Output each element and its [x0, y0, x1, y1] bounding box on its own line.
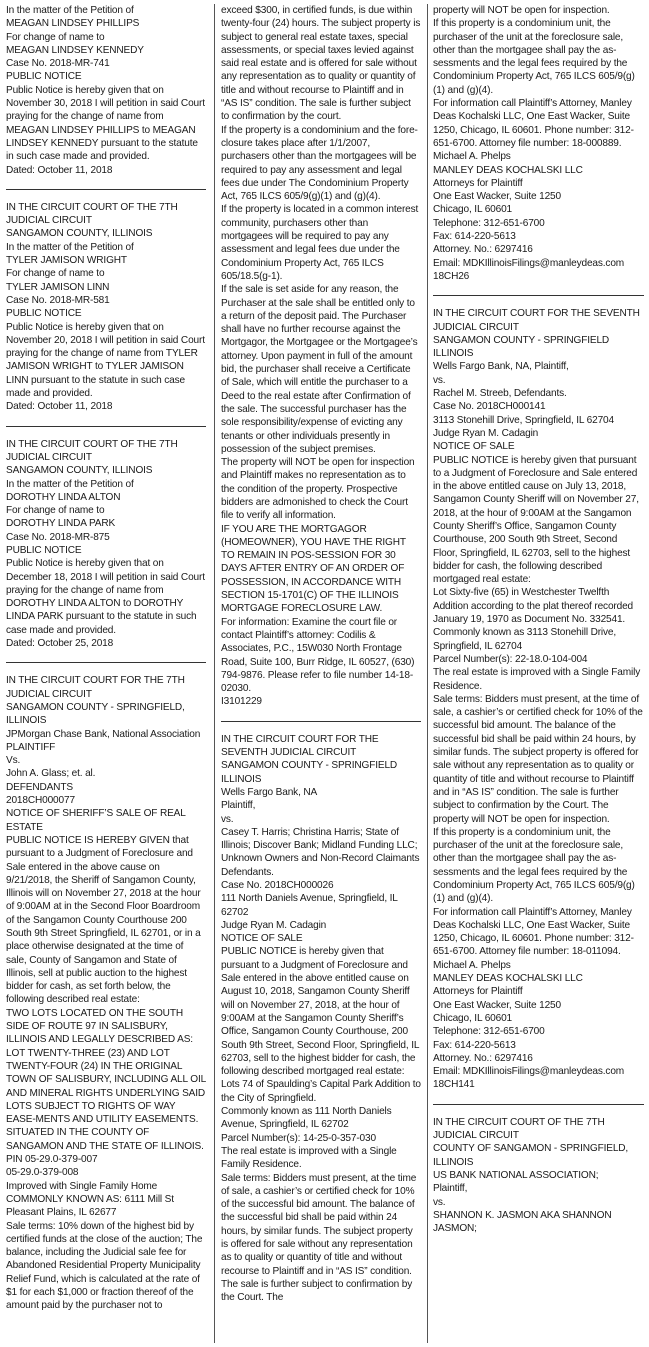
notice-separator [433, 1104, 644, 1105]
notice-line: DOROTHY LINDA ALTON [6, 491, 121, 503]
notice-line: 18CH141 [433, 1079, 475, 1091]
notice-wright [6, 201, 206, 414]
notice-line: One East Wacker, Suite 1250 [433, 999, 561, 1011]
notice-line: I3101229 [221, 696, 262, 708]
notice-line: Lot Sixty-five (65) in Westchester Twelfth Addition according to the plat thereof recorded January 19, 1970 as Document No. 332541. Commonly known as 3113 Stonehill Drive, Springfield, IL 62704 [433, 587, 634, 652]
notice-harris-cont [433, 4, 644, 283]
notice-line: Plaintiff, [433, 1183, 468, 1195]
notice-line: If the sale is set aside for any reason, the Purchaser at the sale shall be entitled only to a return of the deposit paid. The Purchaser shall have no further recourse against the Mortgagor, the Mortgagee or the Mortgagee’s attorney. Upon payment in full of the amount bid, the purchaser shall receive a Certificate of Sale, which will entitle the purchaser to a Deed to the real estate after Confirmation of the sale. The successful purchaser has the sole responsibility/expense of evicting any tenants or other individuals presently in possession of the subject premises. [221, 284, 418, 455]
notice-line: Fax: 614-220-5613 [433, 1039, 516, 1051]
notice-line: If this property is a condominium unit, the purchaser of the unit at the foreclosure sale, other than the mortgagee shall pay the as-sessments and the legal fees required by the Condominium Property Act, 765 ILCS 605/9(g)(1) and (g)(4). [433, 18, 635, 96]
notice-alton [6, 438, 206, 651]
notice-line: Dated: October 25, 2018 [6, 638, 114, 650]
notice-harris [221, 733, 421, 1305]
notice-line: vs. [433, 374, 446, 386]
notice-line: vs. [221, 813, 234, 825]
notice-line: Judge Ryan M. Cadagin [221, 919, 327, 931]
column-divider [214, 4, 215, 1343]
notice-line: MEAGAN LINDSEY PHILLIPS [6, 18, 140, 30]
notice-line: Parcel Number(s): 14-25-0-357-030 [221, 1132, 376, 1144]
notice-line: property will NOT be open for inspection. [433, 5, 610, 16]
notice-line: 2018CH000077 [6, 795, 75, 807]
notice-line: IN THE CIRCUIT COURT FOR THE SEVENTH JUDICIAL CIRCUIT [433, 308, 640, 333]
notice-line: PUBLIC NOTICE [6, 544, 82, 556]
notice-line: TWO LOTS LOCATED ON THE SOUTH SIDE OF ROUTE 97 IN SALISBURY, ILLINOIS AND LEGALLY DESCRIBED AS: LOT TWENTY-THREE (23) AND LOT TWENTY-FOUR (24) IN THE ORIGINAL TOWN OF SALISBURY, INCLUDING ALL OIL AND MINERAL RIGHTS UNDERLYING SAID LOTS SUBJECT TO RIGHTS OF WAY EASE-MENTS AND UTILITY EASEMENTS. SITUATED IN THE COUNTY OF SANGAMON AND THE STATE OF ILLINOIS. [6, 1007, 206, 1152]
notice-separator [6, 426, 206, 427]
notice-line: Improved with Single Family Home [6, 1180, 158, 1192]
notice-line: For information call Plaintiff’s Attorney, Manley Deas Kochalski LLC, One East Wacker, Suite 1250, Chicago, IL 60601. Phone number: 312-651-6700. Attorney file number: 18-000889. [433, 98, 634, 149]
notice-line: IN THE CIRCUIT COURT OF THE 7TH JUDICIAL CIRCUIT [6, 201, 178, 227]
notice-line: IN THE CIRCUIT COURT FOR THE SEVENTH JUDICIAL CIRCUIT [221, 733, 379, 759]
notice-glass [6, 674, 206, 1312]
notice-line: IF YOU ARE THE MORTGAGOR (HOMEOWNER), YOU HAVE THE RIGHT TO REMAIN IN POS-SESSION FOR 30 DAYS AFTER ENTRY OF AN ORDER OF POSSESSION, IN ACCORDANCE WITH SECTION 15-1701(C) OF THE ILLINOIS MORTGAGE FORECLOSURE LAW. [221, 523, 406, 615]
notice-line: vs. [433, 1196, 446, 1208]
notice-line: John A. Glass; et. al. [6, 768, 96, 780]
column-divider [427, 4, 428, 1343]
notice-line: 18CH26 [433, 270, 470, 282]
notice-line: IN THE CIRCUIT COURT OF THE 7TH JUDICIAL CIRCUIT [6, 438, 178, 463]
notice-line: Vs. [6, 755, 21, 767]
notice-line: For change of name to [6, 268, 105, 280]
notice-line: NOTICE OF SHERIFF’S SALE OF REAL ESTATE [6, 808, 186, 833]
notice-line: Sale terms: Bidders must present, at the time of sale, a cashier’s or certified check for 10% of the successful bid amount. The balance of the successful bid shall be paid within 24 hours, by similar funds. The subject property is offered for sale without any representation as to quality or quantity of title and without recourse to Plaintiff and in “AS IS” condition. The sale is further subject to confirmation by the Court. The [221, 1172, 417, 1304]
notice-line: The real estate is improved with a Single Family Residence. [433, 667, 641, 692]
notice-line: Telephone: 312-651-6700 [433, 217, 545, 229]
notice-line: TYLER JAMISON WRIGHT [6, 255, 127, 267]
notice-line: The property will NOT be open for inspection and Plaintiff makes no representation as to the condition of the property. Prospective bidders are admonished to check the Court file to verify all information. [221, 457, 415, 522]
notice-line: Telephone: 312-651-6700 [433, 1026, 545, 1038]
notice-separator [221, 721, 421, 722]
column-1 [6, 4, 206, 1313]
notice-line: JPMorgan Chase Bank, National Association [6, 728, 201, 740]
notice-line: One East Wacker, Suite 1250 [433, 191, 561, 203]
notice-glass-cont [221, 4, 421, 709]
notice-line: For change of name to [6, 505, 105, 517]
notice-line: Public Notice is hereby given that on December 18, 2018 I will petition in said Court praying for the change of name from DOROTHY LINDA ALTON to DOROTHY LINDA PARK pursuant to the statute in such case made and provided. [6, 558, 205, 636]
notice-line: In the matter of the Petition of [6, 241, 134, 253]
notice-line: Lots 74 of Spaulding’s Capital Park Addition to the City of Springfield. [221, 1079, 421, 1104]
notice-line: Judge Ryan M. Cadagin [433, 427, 539, 439]
notice-line: PUBLIC NOTICE IS HEREBY GIVEN that pursuant to a Judgment of Foreclosure and Sale entered in the above cause on 9/21/2018, the Sheriff of Sangamon County, Illinois will on November 27, 2018 at the hour of 9:00AM at in the Second Floor Boardroom of the Sangamon County Courthouse 200 South 9th Street Springfield, IL 62701, or in a place otherwise designated at the time of sale, County of Sangamon and State of Illinois, sell at public auction to the highest bidder for cash, as set forth below, the following described real estate: [6, 834, 201, 1006]
notice-line: PIN 05-29.0-379-007 [6, 1154, 98, 1166]
notice-separator [6, 189, 206, 190]
notice-line: PLAINTIFF [6, 741, 56, 753]
notice-line: PUBLIC NOTICE [6, 308, 82, 320]
notice-line: IN THE CIRCUIT COURT OF THE 7TH JUDICIAL CIRCUIT [433, 1116, 605, 1142]
notice-line: If this property is a condominium unit, the purchaser of the unit at the foreclosure sale, other than the mortgagee shall pay the as-sessments and the legal fees required by the Condominium Property Act, 765 ILCS 605/9(g)(1) and (g)(4). [433, 826, 635, 905]
notice-line: Michael A. Phelps [433, 959, 511, 971]
notice-line: SANGAMON COUNTY - SPRINGFIELD, ILLINOIS [6, 701, 185, 727]
notice-line: Casey T. Harris; Christina Harris; State of Illinois; Discover Bank; Midland Funding LLC; Unknown Owners and Non-Record Claimants [221, 826, 420, 865]
notice-line: PUBLIC NOTICE is hereby given that pursuant to a Judgment of Foreclosure and Sale entered in the above entitled cause on July 13, 2018, Sangamon County Sheriff will on November 27, 2018, at the hour of 9:00AM at the Sangamon County Sheriff’s Office, Sangamon County Courthouse, 200 South 9th Street, Second Floor, Springfield, IL 62703, sell to the highest bidder for cash, the following described mortgaged real estate: [433, 454, 639, 586]
notice-line: Case No. 2018-MR-581 [6, 294, 110, 306]
notice-line: If the property is located in a common interest community, purchasers other than mortgagees will be required to pay any assessment and legal fees due under the Condominium Property Act, 765 ILCS 605/18.5(g-1). [221, 204, 419, 282]
notice-line: SANGAMON COUNTY - SPRINGFIELD ILLINOIS [221, 760, 398, 785]
notice-line: For information: Examine the court file or contact Plaintiff’s attorney: Codilis & Associates, P.C., 15W030 North Frontage Road, Suite 100, Burr Ridge, IL 60527, (630) 794-9876. Please refer to file number 14-18-02030. [221, 616, 415, 695]
notice-line: Michael A. Phelps [433, 151, 511, 163]
notice-line: IN THE CIRCUIT COURT FOR THE 7TH JUDICIAL CIRCUIT [6, 675, 185, 700]
notice-separator [6, 662, 206, 663]
notice-line: Email: MDKIllinoisFilings@manleydeas.com [433, 257, 625, 269]
notice-jasmon [433, 1116, 644, 1236]
notice-line: 111 North Daniels Avenue, Springfield, IL 62702 [221, 893, 398, 918]
notice-line: Parcel Number(s): 22-18.0-104-004 [433, 653, 588, 665]
notice-line: Fax: 614-220-5613 [433, 231, 516, 243]
notice-line: SANGAMON COUNTY, ILLINOIS [6, 228, 153, 240]
notice-line: SHANNON K. JASMON AKA SHANNON JASMON; [433, 1209, 612, 1235]
notice-line: DOROTHY LINDA PARK [6, 518, 116, 530]
notice-separator [433, 295, 644, 296]
notice-line: MANLEY DEAS KOCHALSKI LLC [433, 973, 583, 985]
notice-line: PUBLIC NOTICE [6, 71, 82, 83]
notice-line: For change of name to [6, 31, 105, 43]
notice-line: 05-29.0-379-008 [6, 1167, 79, 1179]
notice-line: PUBLIC NOTICE is hereby given that pursuant to a Judgment of Foreclosure and Sale entered in the above entitled cause on August 10, 2018, Sangamon County Sheriff will on November 27, 2018, at the hour of 9:00AM at the Sangamon County Sheriff’s Office, Sangamon County Courthouse, 200 South 9th Street, Second Floor, Springfield, IL 62703, sell to the highest bidder for cash, the following described mortgaged real estate: [221, 946, 419, 1078]
notice-line: Dated: October 11, 2018 [6, 401, 113, 413]
notice-line: Public Notice is hereby given that on November 20, 2018 I will petition in said Court praying for the change of name from TYLER JAMISON WRIGHT to TYLER JAMISON LINN pursuant to the statute in such case made and provided. [6, 321, 205, 400]
notice-line: In the matter of the Petition of [6, 478, 134, 490]
notice-line: NOTICE OF SALE [221, 933, 303, 945]
notice-line: Public Notice is hereby given that on November 30, 2018 I will petition in said Court praying for the change of name from MEAGAN LINDSEY PHILLIPS to MEAGAN LINDSEY KENNEDY pursuant to the statute in such case made and provided. [6, 84, 205, 163]
notice-line: Email: MDKIllinoisFilings@manleydeas.com [433, 1066, 625, 1078]
notice-line: Attorney. No.: 6297416 [433, 244, 533, 256]
notice-line: Case No. 2018CH000141 [433, 401, 546, 413]
notice-line: Commonly known as 111 North Daniels Avenue, Springfield, IL 62702 [221, 1106, 392, 1131]
notice-line: Attorneys for Plaintiff [433, 177, 523, 189]
notice-line: Case No. 2018-MR-875 [6, 531, 110, 543]
notice-streeb [433, 307, 644, 1092]
notice-line: TYLER JAMISON LINN [6, 281, 110, 293]
notice-line: 3113 Stonehill Drive, Springfield, IL 62704 [433, 414, 614, 426]
notice-line: Sale terms: Bidders must present, at the time of sale, a cashier’s or certified check for 10% of the successful bid amount. The balance of the successful bid shall be paid within 24 hours, by similar funds. The subject property is offered for sale without any representation as to quality or quantity of title and without recourse to Plaintiff and in “AS IS” condition. The sale is further subject to confirmation by the Court. The property will NOT be open for inspection. [433, 693, 643, 825]
notice-line: MEAGAN LINDSEY KENNEDY [6, 44, 144, 56]
notice-line: If the property is a condominium and the fore-closure takes place after 1/1/2007, purchasers other than the mortgagees will be required to pay any assessment and legal fees due under The Condominium Property Act, 765 ILCS 605/9(g)(1) and (g)(4). [221, 124, 418, 203]
notice-line: For information call Plaintiff’s Attorney, Manley Deas Kochalski LLC, One East Wacker, Suite 1250, Chicago, IL 60601. Phone number: 312-651-6700. Attorney file number: 18-011094. [433, 906, 634, 958]
notice-line: In the matter of the Petition of [6, 5, 134, 16]
notice-line: Wells Fargo Bank, NA [221, 786, 318, 798]
notice-line: Wells Fargo Bank, NA, Plaintiff, [433, 361, 569, 373]
notice-line: The real estate is improved with a Single Family Residence. [221, 1145, 397, 1171]
notice-line: Pleasant Plains, IL 62677 [6, 1207, 117, 1219]
notice-line: Rachel M. Streeb, Defendants. [433, 388, 567, 400]
notice-line: MANLEY DEAS KOCHALSKI LLC [433, 164, 583, 176]
notice-line: Chicago, IL 60601 [433, 1012, 513, 1024]
notice-line: SANGAMON COUNTY - SPRINGFIELD ILLINOIS [433, 334, 610, 360]
notice-line: US BANK NATIONAL ASSOCIATION; [433, 1169, 599, 1181]
notice-line: Attorney. No.: 6297416 [433, 1052, 533, 1064]
notice-line: Attorneys for Plaintiff [433, 986, 523, 998]
notice-line: SANGAMON COUNTY, ILLINOIS [6, 465, 153, 477]
notice-line: Dated: October 11, 2018 [6, 164, 113, 176]
notice-line: Sale terms: 10% down of the highest bid by certified funds at the close of the auction; The balance, including the Judicial sale fee for Abandoned Residential Property Municipality Relief Fund, which is calculated at the rate of $1 for each $1,000 or fraction thereof of the amount paid by the purchaser not to [6, 1220, 203, 1312]
notice-line: Defendants. [221, 866, 274, 878]
notice-phillips [6, 4, 206, 177]
notice-line: Chicago, IL 60601 [433, 204, 513, 216]
column-2 [221, 4, 421, 1305]
notice-line: DEFENDANTS [6, 781, 73, 793]
notice-line: Case No. 2018CH000026 [221, 880, 334, 891]
notice-line: COUNTY OF SANGAMON - SPRINGFIELD, ILLINOIS [433, 1143, 629, 1168]
notice-line: COMMONLY KNOWN AS: 6111 Mill St [6, 1193, 174, 1205]
notice-line: Plaintiff, [221, 800, 256, 812]
notice-line: NOTICE OF SALE [433, 441, 515, 453]
notice-line: Case No. 2018-MR-741 [6, 58, 110, 70]
notice-line: exceed $300, in certified funds, is due within twenty-four (24) hours. The subject property is subject to general real estate taxes, special assessments, or special taxes levied against said real estate and is offered for sale without any representation as to quality or quantity of title and without recourse to Plaintiff and in “AS IS” condition. The sale is further subject to confirmation by the court. [221, 5, 421, 123]
column-3 [433, 4, 644, 1235]
